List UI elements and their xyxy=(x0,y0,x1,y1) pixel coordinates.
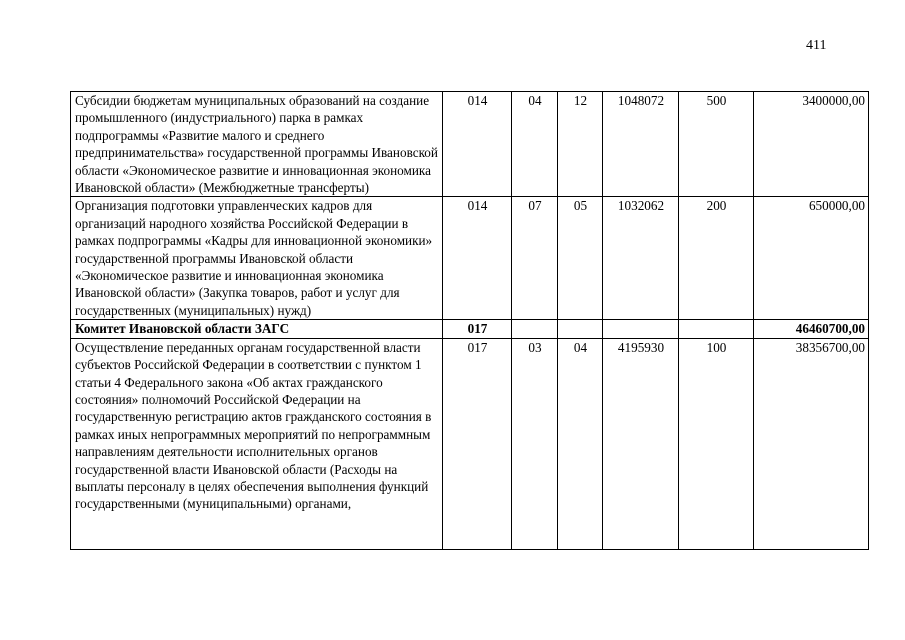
table-row xyxy=(71,197,869,320)
row-code-cell: 014 xyxy=(443,197,512,320)
row-expense-type-cell xyxy=(679,320,754,338)
row-code-cell: 017 xyxy=(443,338,512,549)
row-target-cell: 4195930 xyxy=(603,338,679,549)
row-expense-type-cell: 500 xyxy=(679,92,754,197)
row-sum-cell: 46460700,00 xyxy=(754,320,869,338)
row-subsection-cell: 05 xyxy=(558,197,603,320)
row-section-cell: 04 xyxy=(512,92,558,197)
row-subsection-cell: 04 xyxy=(558,338,603,549)
row-sum-cell: 38356700,00 xyxy=(754,338,869,549)
row-sum-cell: 3400000,00 xyxy=(754,92,869,197)
row-section-cell xyxy=(512,320,558,338)
row-code-cell: 014 xyxy=(443,92,512,197)
row-section-cell: 07 xyxy=(512,197,558,320)
row-code-cell: 017 xyxy=(443,320,512,338)
row-expense-type-cell: 200 xyxy=(679,197,754,320)
row-name-cell: Комитет Ивановской области ЗАГС xyxy=(71,320,443,338)
row-section-cell: 03 xyxy=(512,338,558,549)
row-subsection-cell: 12 xyxy=(558,92,603,197)
row-sum-cell: 650000,00 xyxy=(754,197,869,320)
budget-table xyxy=(70,91,869,550)
table-row-total xyxy=(71,320,869,338)
row-expense-type-cell: 100 xyxy=(679,338,754,549)
table-row xyxy=(71,338,869,549)
row-target-cell xyxy=(603,320,679,338)
table-row xyxy=(71,92,869,197)
row-target-cell: 1048072 xyxy=(603,92,679,197)
row-name-cell: Осуществление переданных органам государственной власти субъектов Российской Федерации в соответствии с пунктом 1 статьи 4 Федерального закона «Об актах гражданского состояния» полномочий Российской Федерации на государственную регистрацию актов гражданского состояния в рамках иных непрограммных мероприятий по непрограммным направлениям деятельности исполнительных органов государственной власти Ивановской области (Расходы на выплаты персоналу в целях обеспечения выполнения функций государственными (муниципальными) органами, xyxy=(71,338,443,549)
row-name-cell: Организация подготовки управленческих кадров для организаций народного хозяйства Российской Федерации в рамках подпрограммы «Кадры для инновационной экономики» государственной программы Ивановской области «Экономическое развитие и инновационная экономика Ивановской области» (Закупка товаров, работ и услуг для государственных (муниципальных) нужд) xyxy=(71,197,443,320)
row-name-cell: Субсидии бюджетам муниципальных образований на создание промышленного (индустриального) парка в рамках подпрограммы «Развитие малого и среднего предпринимательства» государственной программы Ивановской области «Экономическое развитие и инновационная экономика Ивановской области» (Межбюджетные трансферты) xyxy=(71,92,443,197)
row-subsection-cell xyxy=(558,320,603,338)
page-number: 411 xyxy=(806,38,827,53)
row-target-cell: 1032062 xyxy=(603,197,679,320)
